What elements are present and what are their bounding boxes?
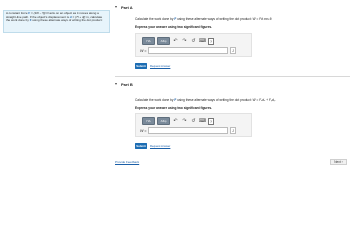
part-a-instruction bbox=[135, 17, 272, 21]
force-symbol-2: F bbox=[29, 18, 32, 23]
part-a-force-symbol: F bbox=[174, 17, 177, 21]
part-b-sigfig-note: Express your answer using two significant figures. bbox=[135, 106, 213, 110]
part-b-instruction bbox=[135, 98, 276, 102]
part-b-w-label: W = bbox=[140, 129, 147, 133]
part-a bbox=[115, 4, 133, 10]
collapse-caret-icon[interactable] bbox=[115, 83, 117, 85]
reset-icon[interactable]: ↺ bbox=[191, 118, 196, 124]
help-icon[interactable]: ? bbox=[209, 118, 213, 124]
part-a-label: Part A bbox=[121, 4, 133, 10]
part-b-instruction-prefix: Calculate the work done by bbox=[135, 98, 174, 102]
problem-text-1: A constant force bbox=[6, 11, 28, 15]
part-b-request-answer-link[interactable]: Request Answer bbox=[150, 144, 171, 148]
part-b-force-symbol: F bbox=[174, 98, 177, 102]
part-a-instruction-prefix: Calculate the work done by bbox=[135, 17, 174, 21]
collapse-caret-icon[interactable] bbox=[115, 6, 117, 8]
part-a-instruction-suffix: using these alternate ways of writing the dot product: bbox=[177, 17, 252, 21]
part-a-toolbar bbox=[142, 37, 214, 45]
redo-icon[interactable]: ↷ bbox=[182, 38, 187, 44]
math-templates-button[interactable]: ΠΑ bbox=[142, 37, 155, 45]
problem-text-3: , calculate the work done by bbox=[6, 14, 103, 23]
displacement-symbol: d bbox=[69, 14, 72, 19]
part-b-answer-input[interactable] bbox=[148, 127, 228, 134]
problem-statement bbox=[3, 10, 110, 33]
part-a-header[interactable] bbox=[115, 4, 133, 10]
part-a-request-answer-link[interactable]: Request Answer bbox=[150, 64, 171, 68]
keyboard-icon[interactable]: ⌨ bbox=[198, 38, 207, 44]
part-a-submit-button[interactable]: Submit bbox=[136, 63, 146, 68]
help-icon[interactable]: ? bbox=[209, 38, 213, 44]
part-a-sigfig-note: Express your answer using two significant figures. bbox=[135, 25, 213, 29]
redo-icon[interactable]: ↷ bbox=[182, 118, 187, 124]
part-b-label: Part B bbox=[121, 81, 133, 87]
keyboard-icon[interactable]: ⌨ bbox=[198, 118, 207, 124]
problem-text-2: acts on an object as it moves along a straight-line path. If the object's displacement is bbox=[6, 11, 99, 19]
part-b-equation: W = Fₓdₓ + Fᵧdᵧ. bbox=[252, 98, 276, 102]
displacement-value: = (7î + 4ĵ) m bbox=[72, 14, 89, 19]
part-a-w-label: W = bbox=[140, 49, 147, 53]
part-a-equation: W = Fd cos θ. bbox=[252, 17, 273, 21]
part-divider bbox=[115, 76, 350, 77]
problem-text-4: using these alternate ways of writing the dot product: bbox=[32, 18, 103, 23]
part-b-submit-button[interactable]: Submit bbox=[136, 143, 146, 148]
part-b-toolbar bbox=[142, 117, 214, 125]
reset-icon[interactable]: ↺ bbox=[191, 38, 196, 44]
part-a-answer-panel bbox=[135, 33, 252, 57]
math-templates-button[interactable]: ΠΑ bbox=[142, 117, 155, 125]
greek-symbols-button[interactable]: ΑΣφ bbox=[157, 117, 170, 125]
part-b-header[interactable] bbox=[115, 81, 133, 87]
part-b-answer-panel bbox=[135, 113, 252, 137]
force-symbol: F bbox=[28, 11, 31, 15]
provide-feedback-link[interactable]: Provide Feedback bbox=[115, 160, 140, 164]
undo-icon[interactable]: ↶ bbox=[173, 118, 178, 124]
part-b-instruction-suffix: using these alternate ways of writing the dot product: bbox=[177, 98, 252, 102]
next-button[interactable]: Next › bbox=[330, 159, 347, 165]
part-a-answer-input[interactable] bbox=[148, 47, 228, 54]
part-b bbox=[115, 81, 133, 87]
force-value: = (10î − 5ĵ) N bbox=[31, 11, 49, 15]
part-a-unit: J bbox=[232, 48, 234, 53]
greek-symbols-button[interactable]: ΑΣφ bbox=[157, 37, 170, 45]
part-b-unit: J bbox=[232, 128, 234, 133]
undo-icon[interactable]: ↶ bbox=[173, 38, 178, 44]
